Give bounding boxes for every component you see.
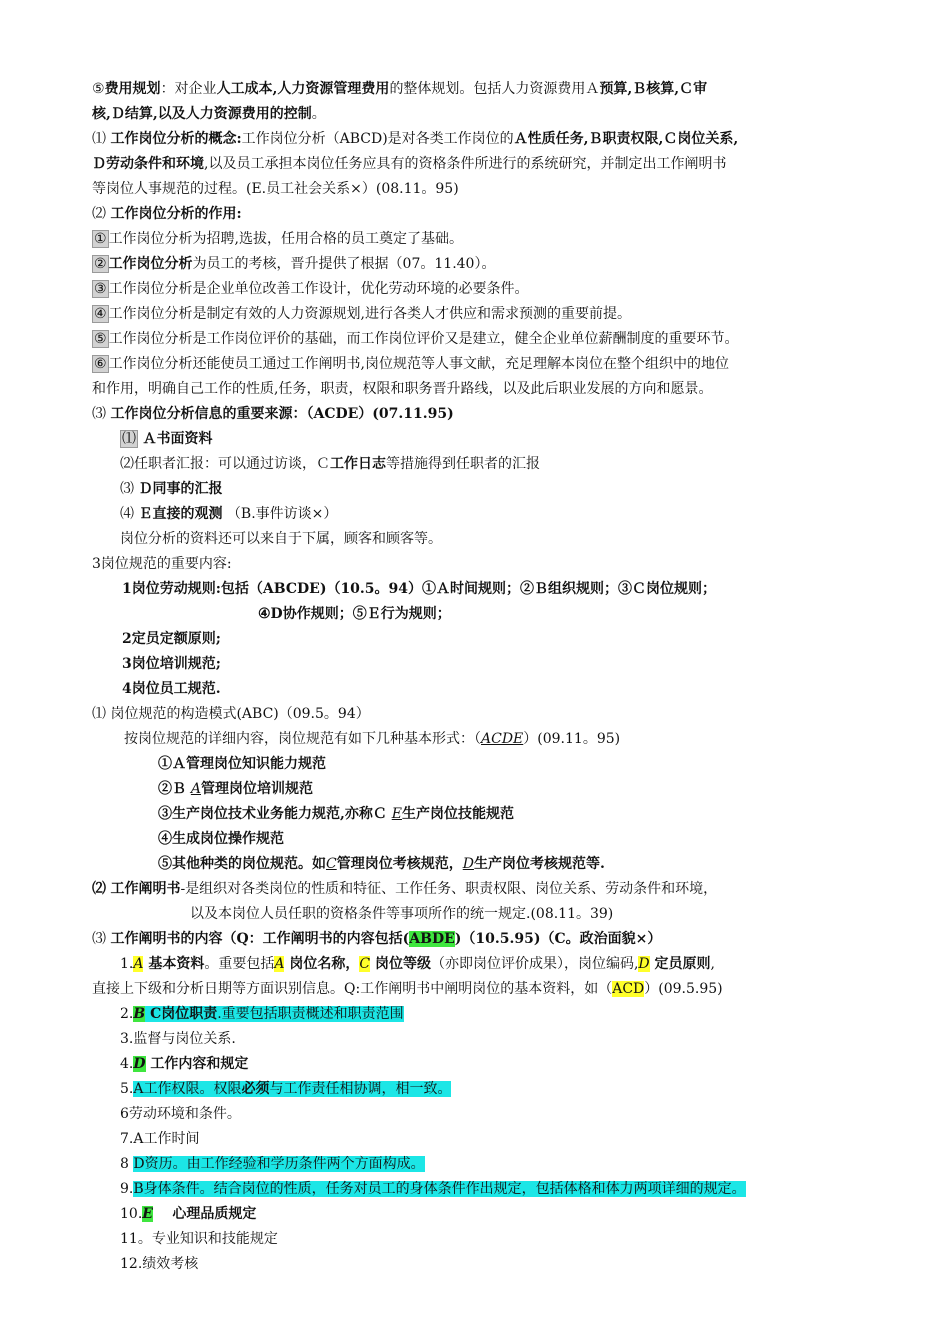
spec-rule-1 (122, 578, 716, 600)
circled-number: ⑤ (94, 331, 107, 347)
role-item-3 (92, 278, 529, 300)
circled-number: ② (94, 256, 107, 272)
text: ①Ａ管理岗位知识能力规范 (158, 756, 326, 772)
text: 工作岗位分析还能使员工通过工作阐明书,岗位规范等人事文献，充足理解本岗位在整个组织中的地位 (108, 356, 730, 372)
section-heading: 工作岗位分析的作用: (110, 206, 242, 222)
bold-term: 心理品质规定 (152, 1206, 257, 1222)
spec-rule-1-cont (258, 603, 451, 625)
text: 工作岗位分析（ABCD)是对各类工作岗位的 (241, 131, 514, 147)
text: ：对企业 (160, 81, 217, 97)
text: ⑵任职者汇报：可以通过访谈，Ｃ (120, 456, 330, 472)
spec-rule-3 (122, 653, 221, 675)
bold-term: 工作内容和规定 (145, 1056, 249, 1072)
spec-structure-heading (92, 703, 370, 725)
answer-mark: D (133, 1056, 146, 1072)
section-heading: 工作阐明书 (110, 881, 181, 897)
section-number: ⑵ (92, 881, 106, 897)
section-heading: 工作岗位分析的概念: (110, 131, 242, 147)
text: 按岗位规范的详细内容，岗位规范有如下几种基本形式：（ (124, 731, 481, 747)
job-description-content-heading (92, 928, 661, 950)
text: 3岗位培训规范; (122, 656, 221, 672)
spec-forms-line (124, 728, 620, 750)
job-analysis-concept-line-2 (92, 153, 726, 175)
job-analysis-concept-line-3 (92, 178, 459, 200)
text: 。重要包括 (204, 956, 275, 972)
text: , (710, 956, 715, 972)
text: ④D协作规则；⑤Ｅ行为规则； (258, 606, 451, 622)
text: 直接上下级和分析日期等方面识别信息。Q:工作阐明书中阐明岗位的基本资料，如（ (92, 981, 613, 997)
text: 的整体规划。包括人力资源费用Ａ (389, 81, 600, 97)
text: 等措施得到任职者的汇报 (386, 456, 540, 472)
content-item-9 (120, 1178, 746, 1200)
text: 岗位规范的构造模式(ABC)（09.5。94） (110, 706, 370, 722)
answer-mark: ACDE (481, 731, 524, 747)
text: 8 (120, 1156, 134, 1172)
section-number: ⑴ (92, 706, 106, 722)
spec-form-4 (158, 828, 284, 850)
job-analysis-concept-line-1 (92, 128, 738, 150)
text: 为员工的考核，晋升提供了根据（07。11.40）。 (192, 256, 496, 272)
section-number: ⑴ (92, 131, 106, 147)
content-item-5 (120, 1078, 451, 1100)
highlighted-text: 与工作责任相协调，相一致。 (269, 1081, 452, 1097)
cost-planning-line-1 (92, 78, 707, 100)
spec-form-3 (158, 803, 514, 825)
role-item-1 (92, 228, 463, 250)
circled-number: ③ (94, 281, 107, 297)
text: 3.监督与岗位关系. (120, 1031, 236, 1047)
section-number: ⑵ (92, 206, 106, 222)
text: 11。专业知识和技能规定 (120, 1231, 278, 1247)
answer-mark: E (142, 1206, 153, 1222)
section-heading: )（10.5.95)（C。政治面貌×） (454, 931, 662, 947)
answer-mark: B (133, 1006, 146, 1022)
text: 2. (120, 1006, 134, 1022)
bold-term: 必须 (241, 1081, 270, 1097)
job-analysis-role-heading (92, 203, 242, 225)
bold-term: 核,Ｄ结算,以及人力资源费用的控制 (92, 106, 312, 122)
text: ⑤其他种类的岗位规范。如 (158, 856, 326, 872)
text: 6劳动环境和条件。 (120, 1106, 241, 1122)
content-item-10 (120, 1203, 256, 1225)
text: 4. (120, 1056, 134, 1072)
answer-mark: A (190, 781, 201, 797)
text: 管理岗位考核规范， (336, 856, 463, 872)
section-number: ⑶ (92, 931, 106, 947)
highlighted-text: B身体条件。结合岗位的性质，任务对员工的身体条件作出规定，包括体格和体力两项详细的规定。 (133, 1181, 746, 1197)
section-heading: 工作岗位分析信息的重要来源：（ACDE）(07.11.95) (110, 406, 454, 422)
spec-form-1 (158, 753, 326, 775)
content-item-1 (120, 953, 715, 975)
text: 生产岗位技能规范 (401, 806, 514, 822)
text: 。 (311, 106, 326, 122)
highlighted-text: D资历。由工作经验和学历条件两个方面构成。 (133, 1156, 425, 1172)
text: （亦即岗位评价成果），岗位编码, (430, 956, 639, 972)
text: 1岗位劳动规则:包括（ABCDE)（10.5。94）①Ａ时间规则；②Ｂ组织规则；③Ｃ岗位规则； (122, 581, 717, 597)
text: ）(09.11。95) (523, 731, 621, 747)
source-item-4 (120, 503, 337, 525)
role-item-2 (92, 253, 495, 275)
text: 和作用，明确自己工作的性质,任务，职责，权限和职务晋升路线，以及此后职业发展的方向和愿景。 (92, 381, 713, 397)
text: 工作岗位分析为招聘,选拔，任用合格的员工奠定了基础。 (108, 231, 464, 247)
text: 7.A工作时间 (120, 1131, 200, 1147)
answer-mark: E (391, 806, 402, 822)
circled-number: ④ (94, 306, 107, 322)
content-item-8 (120, 1153, 425, 1175)
text: 以及本岗位人员任职的资格条件等事项所作的统一规定.(08.11。39) (190, 906, 614, 922)
info-sources-heading (92, 403, 454, 425)
role-item-4 (92, 303, 631, 325)
highlighted-text: .重要包括职责概述和职责范围 (217, 1006, 404, 1022)
bold-term: Ａ书面资料 (142, 431, 213, 447)
bold-term: Ｄ劳动条件和环境 (92, 156, 204, 172)
text: ③生产岗位技术业务能力规范,亦称Ｃ (158, 806, 392, 822)
spec-rule-2 (122, 628, 221, 650)
circled-number: ⑤ (92, 81, 105, 97)
item-number: ⑷ (120, 506, 134, 522)
content-item-1-cont (92, 978, 723, 1000)
bold-term: Ｅ直接的观测 (138, 506, 223, 522)
bold-term: 工作岗位分析 (108, 256, 193, 272)
bold-term: 岗位等级 (370, 956, 431, 972)
bold-term: 基本资料 (143, 956, 205, 972)
bold-term: 定员原则 (649, 956, 711, 972)
circled-number: ⑥ (94, 356, 107, 372)
bold-term: Ｄ同事的汇报 (138, 481, 223, 497)
highlighted-answer: ABDE (409, 931, 455, 947)
role-item-6 (92, 353, 729, 375)
section-heading: 3岗位规范的重要内容: (92, 556, 232, 572)
bold-term: Ａ性质任务,Ｂ职责权限,Ｃ岗位关系, (513, 131, 739, 147)
text: ②Ｂ (158, 781, 191, 797)
text: ④生成岗位操作规范 (158, 831, 284, 847)
bold-term: 人工成本,人力资源管理费用 (216, 81, 390, 97)
circled-number: ① (94, 231, 107, 247)
content-item-3 (120, 1028, 236, 1050)
content-item-2 (120, 1003, 404, 1025)
job-description-def (92, 878, 717, 900)
text: 12.绩效考核 (120, 1256, 199, 1272)
content-item-12 (120, 1253, 198, 1275)
content-item-4 (120, 1053, 248, 1075)
spec-content-heading (92, 553, 232, 575)
source-item-2 (120, 453, 540, 475)
bold-term: 工作日志 (330, 456, 386, 472)
answer-mark: C (359, 956, 371, 972)
text: 岗位分析的资料还可以来自于下属，顾客和顾客等。 (120, 531, 442, 547)
text: 工作岗位分析是企业单位改善工作设计，优化劳动环境的必要条件。 (108, 281, 529, 297)
role-item-6-cont (92, 378, 712, 400)
answer-mark: D (462, 856, 474, 872)
spec-form-2 (158, 778, 313, 800)
section-heading: 工作阐明书的内容（Q：工作阐明书的内容包括( (110, 931, 410, 947)
source-note (120, 528, 442, 550)
text: 10. (120, 1206, 143, 1222)
content-item-6 (120, 1103, 241, 1125)
bold-term: 岗位名称， (284, 956, 360, 972)
job-description-def-cont (190, 903, 613, 925)
text: 工作岗位分析是制定有效的人力资源规划,进行各类人才供应和需求预测的重要前提。 (108, 306, 632, 322)
text: -是组织对各类岗位的性质和特征、工作任务、职责权限、岗位关系、劳动条件和环境， (180, 881, 718, 897)
highlighted-text: A工作权限。权限 (133, 1081, 242, 1097)
bold-term: 费用规划 (104, 81, 161, 97)
content-item-11 (120, 1228, 278, 1250)
text: 1. (120, 956, 134, 972)
highlighted-answer: ACD (612, 981, 645, 997)
text: ,以及员工承担本岗位任务应具有的资格条件所进行的系统研究，并制定出工作阐明书 (204, 156, 727, 172)
spec-rule-4 (122, 678, 221, 700)
text: 5. (120, 1081, 134, 1097)
text: 9. (120, 1181, 134, 1197)
cost-planning-line-2 (92, 103, 326, 125)
text: 管理岗位培训规范 (201, 781, 313, 797)
text: ）(09.5.95) (644, 981, 723, 997)
role-item-5 (92, 328, 739, 350)
bold-term: C岗位职责 (145, 1006, 218, 1022)
content-item-7 (120, 1128, 199, 1150)
text: 等岗位人事规范的过程。(E.员工社会关系×）(08.11。95) (92, 181, 459, 197)
text: 生产岗位考核规范等. (473, 856, 605, 872)
item-number: ⑶ (120, 481, 134, 497)
source-item-3 (120, 478, 222, 500)
text: 4岗位员工规范. (122, 681, 221, 697)
item-number: ⑴ (122, 431, 136, 447)
text: （B.事件访谈×） (226, 506, 338, 522)
source-item-1 (120, 428, 212, 450)
answer-mark: A (274, 956, 285, 972)
answer-mark: A (133, 956, 144, 972)
text: 工作岗位分析是工作岗位评价的基础，而工作岗位评价又是建立，健全企业单位薪酬制度的重要环节。 (108, 331, 739, 347)
answer-mark: D (638, 956, 650, 972)
bold-term: 预算,Ｂ核算,Ｃ审 (599, 81, 708, 97)
answer-mark: C (326, 856, 337, 872)
text: 2定员定额原则; (122, 631, 221, 647)
section-number: ⑶ (92, 406, 106, 422)
spec-form-5 (158, 853, 605, 875)
